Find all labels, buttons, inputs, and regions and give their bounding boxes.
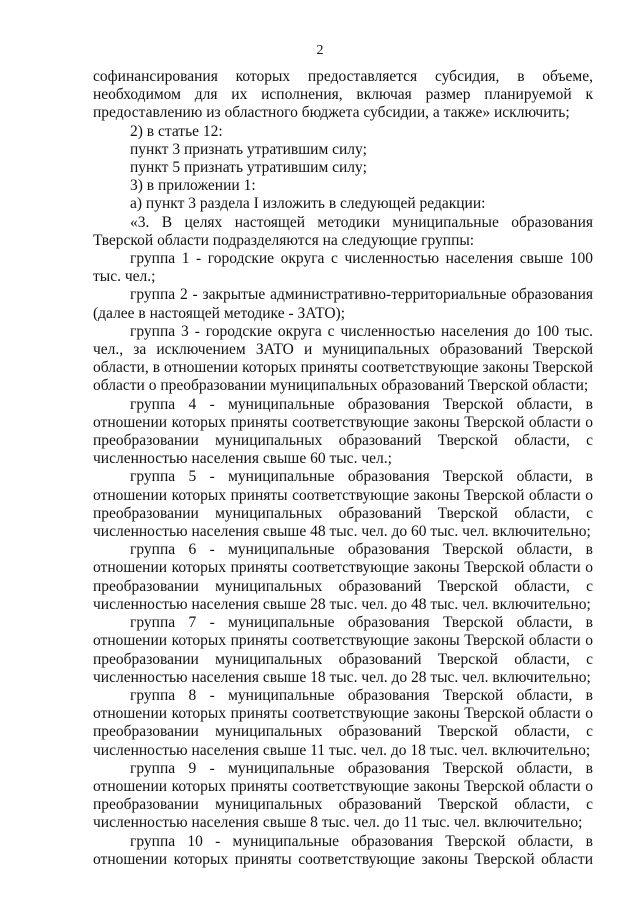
paragraph-group-5: группа 5 - муниципальные образования Тверской области, в отношении которых приняты соответствующие законы Тверской области о преобразовании муниципальных образований Тверской области, с численностью населения свыше 48 тыс. чел. до 60 тыс. чел. включительно;: [93, 468, 593, 541]
paragraph-point-5-void: пункт 5 признать утратившим силу;: [130, 159, 367, 177]
paragraph-group-1: группа 1 - городские округа с численностью населения свыше 100 тыс. чел.;: [93, 250, 593, 286]
paragraph-group-7: группа 7 - муниципальные образования Тверской области, в отношении которых приняты соответствующие законы Тверской области о преобразовании муниципальных образований Тверской области, с численностью населения свыше 18 тыс. чел. до 28 тыс. чел. включительно;: [93, 614, 593, 686]
paragraph-groups-intro: «3. В целях настоящей методики муниципальные образования Тверской области подразделяются на следующие группы:: [93, 213, 593, 249]
paragraph-group-2: группа 2 - закрытые административно-территориальные образования (далее в настоящей методике - ЗАТО);: [93, 286, 593, 322]
paragraph-article-12: 2) в статье 12:: [130, 122, 223, 140]
page-number: 2: [316, 43, 324, 58]
document-body: [93, 68, 593, 869]
paragraph-group-10: группа 10 - муниципальные образования Тверской области, в отношении которых приняты соответствующие законы Тверской области: [93, 832, 593, 868]
paragraph-group-9: группа 9 - муниципальные образования Тверской области, в отношении которых приняты соответствующие законы Тверской области о преобразовании муниципальных образований Тверской области, с численностью населения свыше 8 тыс. чел. до 11 тыс. чел. включительно;: [93, 759, 593, 832]
paragraph-group-4: группа 4 - муниципальные образования Тверской области, в отношении которых приняты соответствующие законы Тверской области о преобразовании муниципальных образований Тверской области, с численностью населения свыше 60 тыс. чел.;: [93, 395, 593, 468]
paragraph-point-3-void: пункт 3 признать утратившим силу;: [130, 140, 367, 158]
paragraph-cofinancing: софинансирования которых предоставляется субсидия, в объеме, необходимом для их исполнения, включая размер планируемой к предоставлению из областного бюджета субсидии, а также» исключить;: [93, 68, 593, 122]
paragraph-appendix-1: 3) в приложении 1:: [130, 177, 256, 195]
paragraph-group-8: группа 8 - муниципальные образования Тверской области, в отношении которых приняты соответствующие законы Тверской области о преобразовании муниципальных образований Тверской области, с численностью населения свыше 11 тыс. чел. до 18 тыс. чел. включительно;: [93, 686, 593, 759]
paragraph-group-3: группа 3 - городские округа с численностью населения до 100 тыс. чел., за исключением ЗАТО и муниципальных образований Тверской области, в отношении которых приняты соответствующие законы Тверской области о преобразовании муниципальных образований Тверской области;: [93, 322, 593, 395]
paragraph-group-6: группа 6 - муниципальные образования Тверской области, в отношении которых приняты соответствующие законы Тверской области о преобразовании муниципальных образований Тверской области, с численностью населения свыше 28 тыс. чел. до 48 тыс. чел. включительно;: [93, 541, 593, 613]
paragraph-section-1-point-3: а) пункт 3 раздела I изложить в следующей редакции:: [130, 195, 486, 213]
